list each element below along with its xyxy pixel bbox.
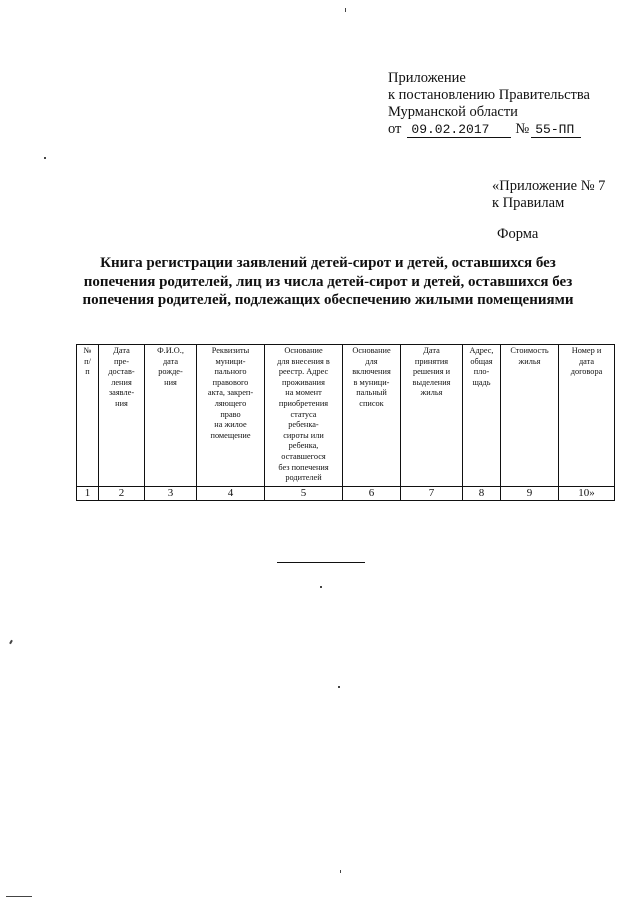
column-number-cell: 5: [265, 487, 343, 501]
header-housing-cost: Стоимость жилья: [501, 345, 559, 487]
registration-table: [76, 344, 615, 501]
header-decision-date: Дата принятия решения и выделения жилья: [401, 345, 463, 487]
header-contract: Номер и дата договора: [559, 345, 615, 487]
column-number-cell: 10»: [559, 487, 615, 501]
decree-line: [388, 121, 590, 138]
column-number-cell: 2: [99, 487, 145, 501]
column-number-cell: 1: [77, 487, 99, 501]
header-address-area: Адрес, общая пло- щадь: [463, 345, 501, 487]
title-line-3: попечения родителей, подлежащих обеспечению жилыми помещениями: [82, 292, 574, 308]
closing-divider: [277, 562, 365, 563]
column-number-cell: 4: [197, 487, 265, 501]
scan-speck: [9, 640, 13, 644]
scan-speck: [44, 157, 46, 159]
column-number-cell: 9: [501, 487, 559, 501]
scan-speck: [340, 870, 341, 873]
title-line-1: Книга регистрации заявлений детей-сирот и детей, оставшихся без: [100, 255, 556, 271]
title-line-2: попечения родителей, лиц из числа детей-сирот и детей, оставшихся без: [83, 273, 573, 290]
column-number-cell: 6: [343, 487, 401, 501]
table-header-row: [77, 345, 615, 487]
scan-speck: [345, 8, 346, 12]
header-full-name: Ф.И.О., дата рожде- ния: [145, 345, 197, 487]
appendix-header: [388, 70, 590, 138]
decree-date-prefix: от: [388, 121, 402, 137]
form-label: Форма: [497, 226, 539, 242]
scan-speck: [320, 586, 322, 588]
column-number-cell: 8: [463, 487, 501, 501]
scan-speck: [338, 686, 340, 688]
annex-reference: [492, 178, 605, 212]
appendix-line-3: Мурманской области: [388, 104, 518, 120]
annex-line-1: «Приложение № 7: [492, 178, 606, 194]
header-list-basis: Основание для включения в муници- пальный список: [343, 345, 401, 487]
decree-number: 55-ПП: [531, 122, 581, 138]
header-application-date: Дата пре- достав- ления заявле- ния: [99, 345, 145, 487]
appendix-line-1: Приложение: [388, 70, 466, 86]
header-registry-basis: Основание для внесения в реестр. Адрес проживания на момент приобретения статуса ребенка- сироты или ребенка, оставшегося без попечения родителей: [265, 345, 343, 487]
header-number: № п/ п: [77, 345, 99, 487]
scan-speck: [6, 896, 32, 897]
decree-date: 09.02.2017: [407, 122, 511, 138]
appendix-line-2: к постановлению Правительства: [388, 87, 590, 103]
annex-line-2: к Правилам: [492, 195, 565, 211]
column-number-cell: 7: [401, 487, 463, 501]
column-number-cell: 3: [145, 487, 197, 501]
decree-number-prefix: №: [515, 121, 530, 137]
header-municipal-act: Реквизиты муници- пального правового акта, закреп- ляющего право на жилое помещение: [197, 345, 265, 487]
table-row: [77, 487, 615, 501]
document-title: [62, 254, 594, 310]
